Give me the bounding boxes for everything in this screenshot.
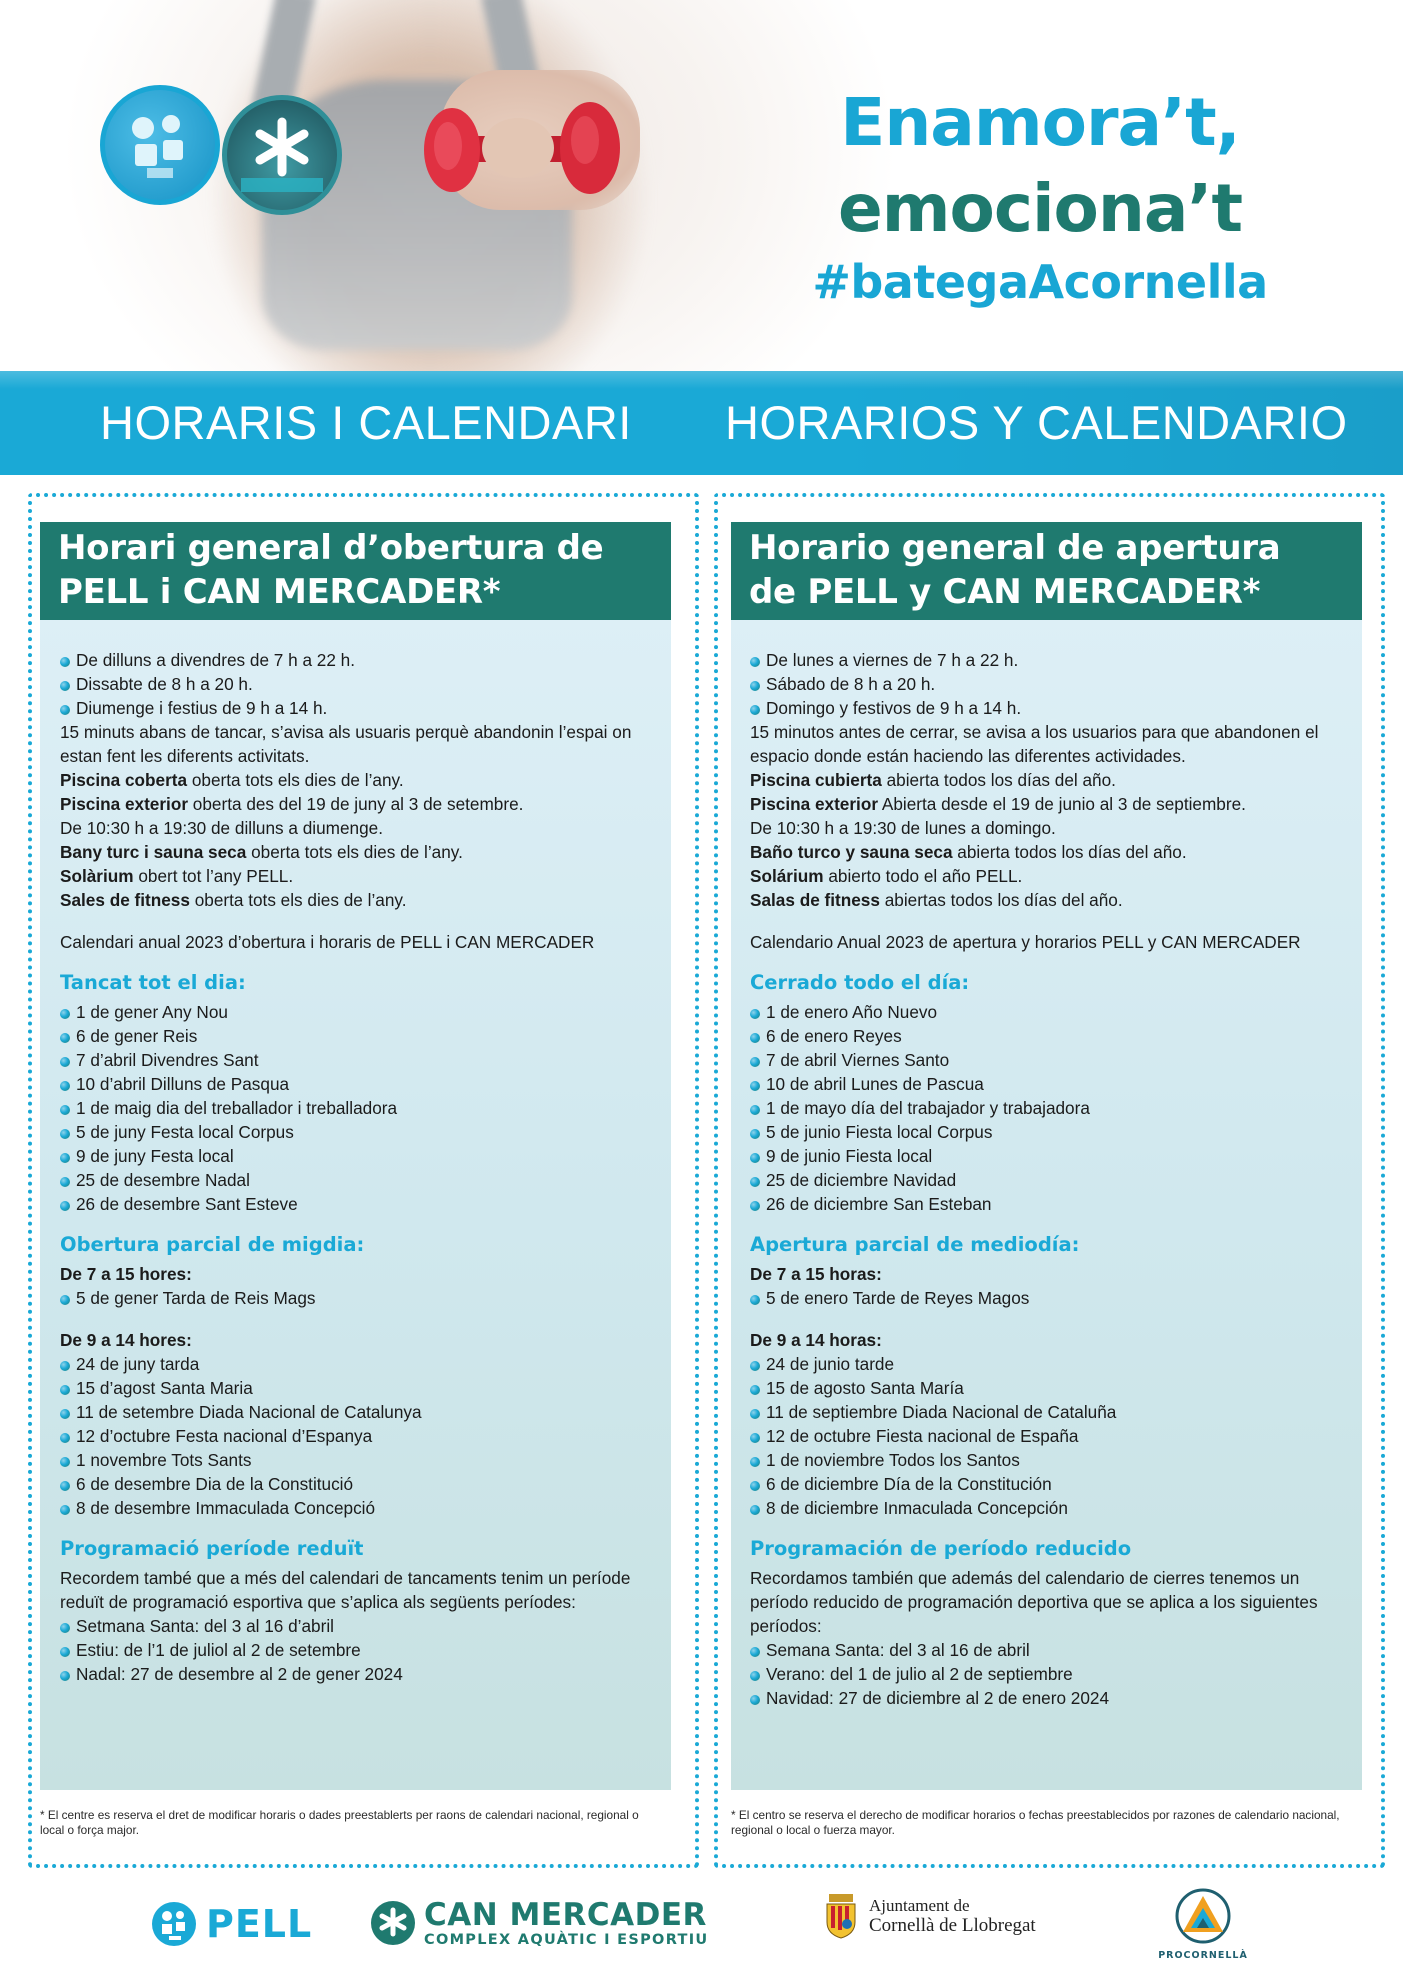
procornella-logo-text: PROCORNELLÀ: [1158, 1950, 1248, 1961]
procornella-logo-icon: [1175, 1888, 1231, 1944]
bullet-icon: [60, 1153, 70, 1163]
bullet-icon: [750, 1033, 760, 1043]
list-item: 6 de diciembre Día de la Constitución: [750, 1472, 1360, 1496]
bullet-icon: [750, 1105, 760, 1115]
panel-header-title: Horario general de apertura de PELL y CAN MERCADER*: [749, 528, 1281, 612]
bullet-icon: [750, 705, 760, 715]
slogan-line-2: emociona’t: [837, 170, 1243, 247]
list-item: Semana Santa: del 3 al 16 de abril: [750, 1638, 1360, 1662]
list-item: 26 de diciembre San Esteban: [750, 1192, 1360, 1216]
reduced-text: Recordamos también que además del calendario de cierres tenemos un período reducido de programación deportiva que se aplica a los siguientes períodos:: [750, 1568, 1318, 1636]
list-item: 12 de octubre Fiesta nacional de España: [750, 1424, 1360, 1448]
list-item: Sábado de 8 h a 20 h.: [750, 672, 1360, 696]
list-item: 7 d’abril Divendres Sant: [60, 1048, 670, 1072]
bullet-icon: [750, 681, 760, 691]
list-item: 24 de juny tarda: [60, 1352, 670, 1376]
can-mercader-photo-bubble-icon: [222, 95, 342, 215]
list-item: 1 de mayo día del trabajador y trabajadora: [750, 1096, 1360, 1120]
bullet-icon: [60, 1361, 70, 1371]
slogan-line-1: Enamora’t,: [840, 84, 1240, 161]
ajuntament-logo-line-1: Ajuntament de: [869, 1896, 970, 1915]
bullet-icon: [750, 1671, 760, 1681]
bullet-icon: [750, 1201, 760, 1211]
list-item: 11 de setembre Diada Nacional de Catalunya: [60, 1400, 670, 1424]
partial-subhead: De 7 a 15 hores:: [60, 1264, 192, 1284]
list-item: 6 de gener Reis: [60, 1024, 670, 1048]
bullet-icon: [60, 1105, 70, 1115]
list-item: Domingo y festivos de 9 h a 14 h.: [750, 696, 1360, 720]
panel-header-spanish: [731, 522, 1362, 620]
section-title-reduced: Programación de período reducido: [750, 1537, 1132, 1560]
band-title-spanish: HORARIOS Y CALENDARIO: [725, 396, 1348, 449]
partial-subhead: De 7 a 15 horas:: [750, 1264, 882, 1284]
bullet-icon: [750, 1177, 760, 1187]
list-item: Nadal: 27 de desembre al 2 de gener 2024: [60, 1662, 670, 1686]
closing-notice: 15 minutos antes de cerrar, se avisa a los usuarios para que abandonen el espacio donde están haciendo las diferentes actividades.: [750, 722, 1319, 766]
section-title-partial: Obertura parcial de migdia:: [60, 1233, 365, 1256]
facility-line: Solàrium obert tot l’any PELL.: [60, 866, 294, 886]
list-item: 15 d’agost Santa Maria: [60, 1376, 670, 1400]
list-item: Verano: del 1 de julio al 2 de septiembre: [750, 1662, 1360, 1686]
partial-subhead: De 9 a 14 hores:: [60, 1330, 192, 1350]
list-item: 6 de enero Reyes: [750, 1024, 1360, 1048]
bullet-icon: [60, 1295, 70, 1305]
footnote-spanish: * El centro se reserva el derecho de modificar horarios o fechas preestablecidos por razones de calendario nacional, regional o local o fuerza mayor.: [731, 1808, 1340, 1837]
list-item: Estiu: de l’1 de juliol al 2 de setembre: [60, 1638, 670, 1662]
bullet-icon: [60, 1457, 70, 1467]
list-item: 5 de enero Tarde de Reyes Magos: [750, 1286, 1360, 1310]
bullet-icon: [60, 705, 70, 715]
bullet-icon: [750, 1153, 760, 1163]
list-item: Diumenge i festius de 9 h a 14 h.: [60, 696, 670, 720]
reduced-text: Recordem també que a més del calendari de tancaments tenim un període reduït de programació esportiva que s’aplica als següents períodes:: [60, 1568, 631, 1612]
ajuntament-logo: [823, 1892, 1036, 1940]
facility-line: Piscina coberta oberta tots els dies de l’any.: [60, 770, 404, 790]
calendar-intro: Calendari anual 2023 d’obertura i horaris de PELL i CAN MERCADER: [60, 932, 595, 952]
list-item: 5 de juny Festa local Corpus: [60, 1120, 670, 1144]
bullet-icon: [750, 1457, 760, 1467]
bullet-icon: [60, 1481, 70, 1491]
list-item: 25 de desembre Nadal: [60, 1168, 670, 1192]
list-item: 6 de desembre Dia de la Constitució: [60, 1472, 670, 1496]
list-item: 8 de desembre Immaculada Concepció: [60, 1496, 670, 1520]
section-title-partial: Apertura parcial de mediodía:: [750, 1233, 1080, 1256]
list-item: 1 de noviembre Todos los Santos: [750, 1448, 1360, 1472]
coat-of-arms-icon: [823, 1892, 859, 1940]
facility-line: Piscina exterior oberta des del 19 de juny al 3 de setembre.: [60, 794, 524, 814]
ajuntament-logo-line-2: Cornellà de Llobregat: [869, 1915, 1036, 1936]
bullet-icon: [750, 1505, 760, 1515]
slogan: [740, 80, 1340, 312]
bullet-icon: [60, 1129, 70, 1139]
list-item: 11 de septiembre Diada Nacional de Cataluña: [750, 1400, 1360, 1424]
hashtag: #bategaAcornella: [812, 255, 1268, 309]
facility-line: Bany turc i sauna seca oberta tots els dies de l’any.: [60, 842, 463, 862]
column-body-spanish: [750, 648, 1360, 1710]
can-mercader-logo: [370, 1898, 708, 1948]
list-item: 12 d’octubre Festa nacional d’Espanya: [60, 1424, 670, 1448]
list-item: 10 de abril Lunes de Pascua: [750, 1072, 1360, 1096]
bullet-icon: [60, 1009, 70, 1019]
bullet-icon: [750, 1695, 760, 1705]
panel-header-catalan: [40, 522, 671, 620]
list-item: 25 de diciembre Navidad: [750, 1168, 1360, 1192]
bullet-icon: [60, 1409, 70, 1419]
facility-line: De 10:30 h a 19:30 de lunes a domingo.: [750, 818, 1056, 838]
list-item: 10 d’abril Dilluns de Pasqua: [60, 1072, 670, 1096]
section-title-closed: Cerrado todo el día:: [750, 971, 970, 994]
bullet-icon: [750, 657, 760, 667]
bullet-icon: [750, 1057, 760, 1067]
can-mercader-logo-subtitle: COMPLEX AQUÀTIC I ESPORTIU: [424, 1932, 709, 1948]
bullet-icon: [750, 1081, 760, 1091]
panel-header-title: Horari general d’obertura de PELL i CAN MERCADER*: [58, 528, 604, 612]
can-mercader-logo-icon: [370, 1900, 416, 1946]
bullet-icon: [60, 657, 70, 667]
list-item: Setmana Santa: del 3 al 16 d’abril: [60, 1614, 670, 1638]
bullet-icon: [60, 1505, 70, 1515]
list-item: 7 de abril Viernes Santo: [750, 1048, 1360, 1072]
bullet-icon: [750, 1009, 760, 1019]
list-item: De dilluns a divendres de 7 h a 22 h.: [60, 648, 670, 672]
list-item: 1 novembre Tots Sants: [60, 1448, 670, 1472]
section-title-closed: Tancat tot el dia:: [60, 971, 246, 994]
list-item: 26 de desembre Sant Esteve: [60, 1192, 670, 1216]
pell-logo-text: PELL: [206, 1902, 313, 1946]
bullet-icon: [60, 681, 70, 691]
list-item: 5 de junio Fiesta local Corpus: [750, 1120, 1360, 1144]
facility-line: Baño turco y sauna seca abierta todos los días del año.: [750, 842, 1187, 862]
procornella-logo: [1158, 1888, 1248, 1961]
bullet-icon: [750, 1647, 760, 1657]
dumbbell-icon: [400, 88, 640, 208]
bullet-icon: [750, 1409, 760, 1419]
column-body-catalan: [60, 648, 670, 1686]
calendar-intro: Calendario Anual 2023 de apertura y horarios PELL y CAN MERCADER: [750, 932, 1301, 952]
list-item: 15 de agosto Santa María: [750, 1376, 1360, 1400]
list-item: 1 de maig dia del treballador i treballadora: [60, 1096, 670, 1120]
list-item: 1 de enero Año Nuevo: [750, 1000, 1360, 1024]
facility-line: De 10:30 h a 19:30 de dilluns a diumenge.: [60, 818, 383, 838]
list-item: 9 de junio Fiesta local: [750, 1144, 1360, 1168]
partial-subhead: De 9 a 14 horas:: [750, 1330, 882, 1350]
list-item: 9 de juny Festa local: [60, 1144, 670, 1168]
facility-line: Piscina cubierta abierta todos los días del año.: [750, 770, 1116, 790]
closing-notice: 15 minuts abans de tancar, s’avisa als usuaris perquè abandonin l’espai on estan fent les diferents activitats.: [60, 722, 632, 766]
bullet-icon: [60, 1177, 70, 1187]
bullet-icon: [60, 1671, 70, 1681]
bullet-icon: [750, 1481, 760, 1491]
bullet-icon: [60, 1433, 70, 1443]
title-band-highlight: [0, 371, 1403, 389]
list-item: 24 de junio tarde: [750, 1352, 1360, 1376]
pell-photo-bubble-icon: [100, 85, 220, 205]
list-item: 1 de gener Any Nou: [60, 1000, 670, 1024]
list-item: 8 de diciembre Inmaculada Concepción: [750, 1496, 1360, 1520]
list-item: De lunes a viernes de 7 h a 22 h.: [750, 648, 1360, 672]
bullet-icon: [750, 1385, 760, 1395]
bullet-icon: [60, 1623, 70, 1633]
hero-banner: [0, 0, 1403, 372]
bullet-icon: [750, 1361, 760, 1371]
bullet-icon: [60, 1057, 70, 1067]
list-item: Dissabte de 8 h a 20 h.: [60, 672, 670, 696]
facility-line: Piscina exterior Abierta desde el 19 de junio al 3 de septiembre.: [750, 794, 1246, 814]
bullet-icon: [60, 1081, 70, 1091]
pell-logo: [150, 1900, 312, 1948]
section-title-reduced: Programació període reduït: [60, 1537, 364, 1560]
can-mercader-logo-text: CAN MERCADER: [424, 1897, 707, 1933]
bullet-icon: [750, 1295, 760, 1305]
list-item: Navidad: 27 de diciembre al 2 de enero 2024: [750, 1686, 1360, 1710]
bullet-icon: [750, 1129, 760, 1139]
bullet-icon: [60, 1385, 70, 1395]
bullet-icon: [60, 1033, 70, 1043]
pell-logo-icon: [150, 1900, 198, 1948]
bullet-icon: [60, 1647, 70, 1657]
bullet-icon: [750, 1433, 760, 1443]
footnote-catalan: * El centre es reserva el dret de modificar horaris o dades preestablerts per raons de calendari nacional, regional o local o força major.: [40, 1808, 639, 1837]
facility-line: Salas de fitness abiertas todos los días del año.: [750, 890, 1123, 910]
band-title-catalan: HORARIS I CALENDARI: [100, 396, 632, 449]
bullet-icon: [60, 1201, 70, 1211]
facility-line: Sales de fitness oberta tots els dies de l’any.: [60, 890, 407, 910]
facility-line: Solárium abierto todo el año PELL.: [750, 866, 1023, 886]
list-item: 5 de gener Tarda de Reis Mags: [60, 1286, 670, 1310]
